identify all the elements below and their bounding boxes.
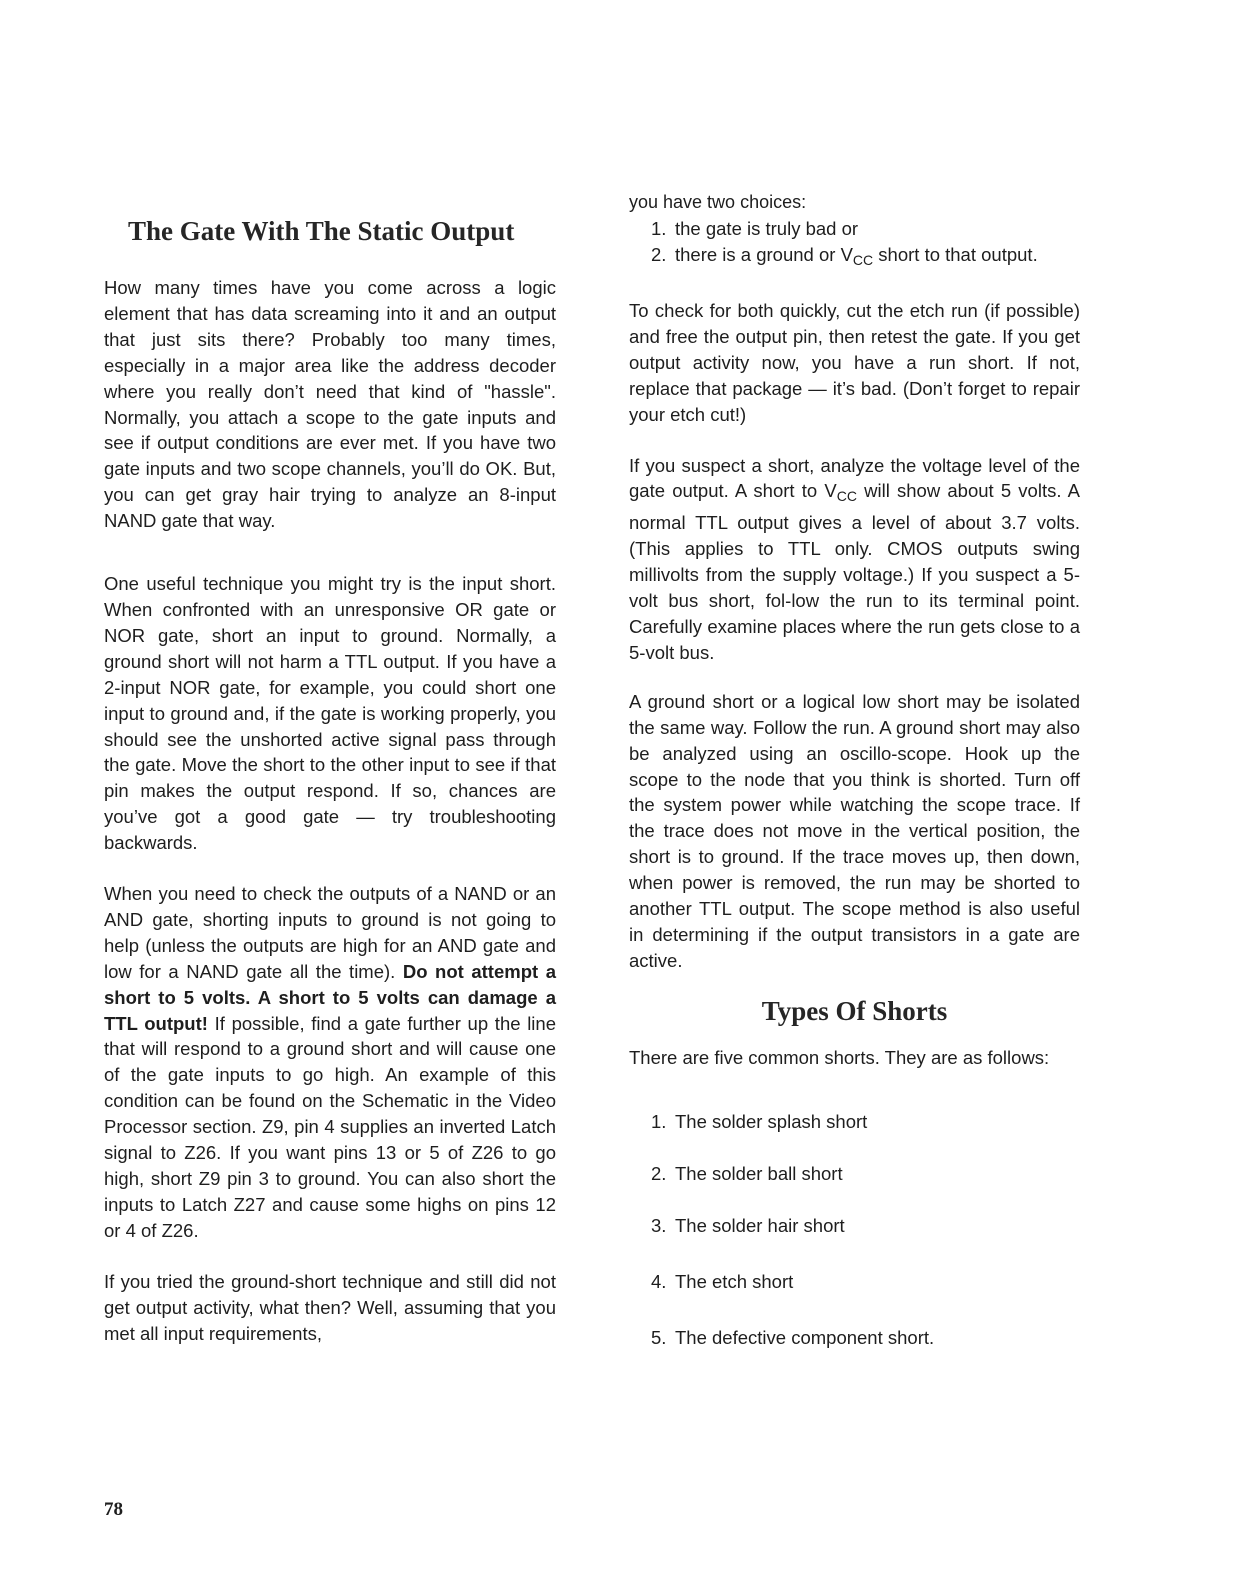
- list-number: 5.: [651, 1326, 667, 1348]
- list-text: The solder ball short: [675, 1162, 843, 1184]
- list-text: The defective component short.: [675, 1326, 935, 1348]
- list-text-part: short to that output.: [873, 244, 1038, 265]
- paragraph: [629, 453, 1080, 666]
- paragraph: To check for both quickly, cut the etch run (if possible) and free the output pin, then retest the gate. If you get output activity now, you have a run short. If not, replace that package — it’s bad. (Don’t forget to repair your etch cut!): [629, 300, 1080, 425]
- page-number: 78: [104, 1499, 123, 1520]
- list-text: The solder hair short: [675, 1214, 845, 1236]
- subscript: CC: [836, 488, 857, 505]
- paragraph-lead: you have two choices:: [629, 192, 807, 212]
- paragraph-text: will show about 5 volts. A normal TTL output gives a level of about 3.7 volts. (This applies to TTL only. CMOS outputs swing millivolts from the supply voltage.) If you suspect a 5-volt bus short, fol-low the run to its terminal point. Carefully examine places where the run gets close to a 5-volt bus.: [629, 480, 1080, 663]
- list-text: The solder splash short: [675, 1110, 868, 1132]
- paragraph: How many times have you come across a logic element that has data screaming into it and an output that just sits there? Probably too many times, especially in a major area like the address decoder where you really don’t need that kind of "hassle". Normally, you attach a scope to the gate inputs and see if output conditions are ever met. If you have two gate inputs and two scope channels, you’ll do OK. But, you can get gray hair trying to analyze an 8-input NAND gate that way.: [104, 277, 556, 532]
- list-number: 2.: [651, 1162, 667, 1184]
- paragraph: If you tried the ground-short technique and still did not get output activity, what then? Well, assuming that you met all input requirements,: [104, 1270, 556, 1344]
- section-title: The Gate With The Static Output: [128, 216, 515, 246]
- list-text: [675, 242, 1038, 273]
- left-column: [104, 213, 556, 1346]
- right-column: [629, 190, 1080, 1377]
- shorts-list: [651, 1109, 1080, 1351]
- paragraph: [104, 881, 556, 1244]
- list-text: the gate is truly bad or: [675, 218, 859, 239]
- paragraph-text: If possible, find a gate further up the line that will respond to a ground short and will cause one of the gate inputs to go high. An example of this condition can be found on the Schematic in the Video Processor section. Z9, pin 4 supplies an inverted Latch signal to Z26. If you want pins 13 or 5 of Z26 to go high, short Z9 pin 3 to ground. You can also short the inputs to Latch Z27 and cause some highs on pins 12 or 4 of Z26.: [104, 1012, 556, 1241]
- warning-text: Do not attempt a short to 5 volts. A short to 5 volts can damage a TTL output!: [104, 960, 556, 1034]
- paragraph-text: If you suspect a short, analyze the voltage level of the gate output. A short to V: [629, 454, 1080, 502]
- list-item: [651, 1325, 1080, 1351]
- list-text-part: there is a ground or V: [675, 244, 853, 265]
- list-item: [651, 216, 1080, 242]
- list-number: 1.: [651, 1110, 667, 1132]
- choices-list: [651, 216, 1080, 273]
- paragraph: A ground short or a logical low short may be isolated the same way. Follow the run. A ground short may also be analyzed using an oscillo-scope. Hook up the scope to the node that you think is shorted. Turn off the system power while watching the scope trace. If the trace does not move in the vertical position, the short is to ground. If the trace moves up, then down, when power is removed, the run may be shorted to another TTL output. The scope method is also useful in determining if the output transistors in a gate are active.: [629, 690, 1080, 971]
- list-item: [651, 1213, 1080, 1239]
- list-text: The etch short: [675, 1270, 794, 1292]
- section-subtitle: Types Of Shorts: [761, 995, 948, 1026]
- list-number: 2.: [651, 244, 667, 265]
- list-item: [651, 242, 1080, 273]
- list-item: [651, 1269, 1080, 1295]
- list-number: 4.: [651, 1270, 667, 1292]
- list-number: 3.: [651, 1214, 667, 1236]
- paragraph: One useful technique you might try is the input short. When confronted with an unresponsive OR gate or NOR gate, short an input to ground. Normally, a ground short will not harm a TTL output. If you have a 2-input NOR gate, for example, you could short one input to ground and, if the gate is working properly, you should see the unshorted active signal pass through the gate. Move the short to the other input to see if that pin makes the output respond. If so, chances are you’ve got a good gate — try troubleshooting backwards.: [104, 573, 556, 854]
- list-item: [651, 1109, 1080, 1135]
- paragraph: There are five common shorts. They are as follows:: [629, 1046, 1050, 1068]
- subscript: CC: [852, 252, 874, 268]
- list-number: 1.: [651, 218, 667, 239]
- list-item: [651, 1161, 1080, 1187]
- paragraph-text: When you need to check the outputs of a NAND or an AND gate, shorting inputs to ground is not going to help (unless the outputs are high for an AND gate and low for a NAND gate all the time).: [104, 883, 556, 982]
